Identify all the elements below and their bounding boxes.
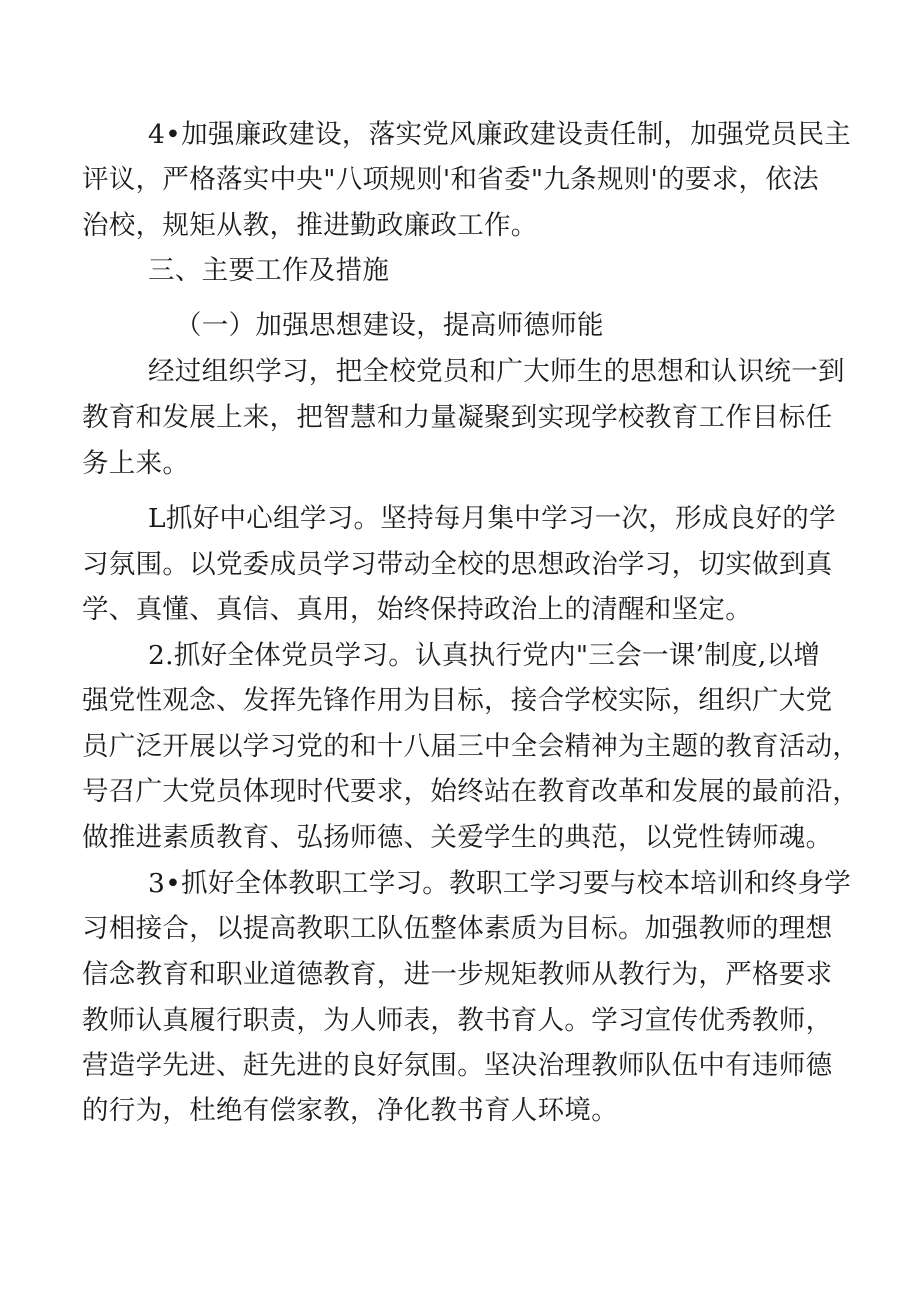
text-line: 学、真懂、真信、真用，始终保持政治上的清醒和坚定。 [82,594,752,625]
text-line: 4•加强廉政建设，落实党风廉政建设责任制，加强党员民主 [148,119,852,150]
text-line: 3•抓好全体教职工学习。教职工学习要与校本培训和终身学 [148,868,852,899]
text-line: 号召广大党员体现时代要求，始终站在教育改革和发展的最前沿， [82,776,860,807]
text-line: 经过组织学习，把全校党员和广大师生的思想和认识统一到 [148,356,845,387]
text-line: L抓好中心组学习。坚持每月集中学习一次，形成良好的学 [148,503,836,534]
text-line: 三、主要工作及措施 [148,255,390,286]
text-line: 务上来。 [82,448,190,479]
text-line: 习氛围。以党委成员学习带动全校的思想政治学习，切实做到真 [82,549,833,580]
text-line: 治校，规矩从教，推进勤政廉政工作。 [82,210,538,241]
text-line: 2.抓好全体党员学习。认真执行党内"三会一课’制度,以增 [148,640,821,671]
text-line: 的行为，杜绝有偿家教，净化教书育人环境。 [82,1095,618,1126]
text-line: 习相接合，以提高教职工队伍整体素质为目标。加强教师的理想 [82,913,833,944]
text-line: 信念教育和职业道德教育，进一步规矩教师从教行为，严格要求 [82,959,833,990]
text-line: 强党性观念、发挥先锋作用为目标，接合学校实际，组织广大党 [82,685,833,716]
text-line: 员广泛开展以学习党的和十八届三中全会精神为主题的教育活动， [82,731,860,762]
text-line: 评议，严格落实中央"八项规则'和省委"九条规则'的要求，依法 [82,164,819,195]
text-line: （一）加强思想建设，提高师德师能 [175,310,604,341]
text-line: 做推进素质教育、弘扬师德、关爱学生的典范，以党性铸师魂。 [82,822,833,853]
text-line: 营造学先进、赶先进的良好氛围。坚决治理教师队伍中有违师德 [82,1050,833,1081]
text-line: 教育和发展上来，把智慧和力量凝聚到实现学校教育工作目标任 [82,402,833,433]
text-line: 教师认真履行职责，为人师表，教书育人。学习宣传优秀教师， [82,1005,833,1036]
